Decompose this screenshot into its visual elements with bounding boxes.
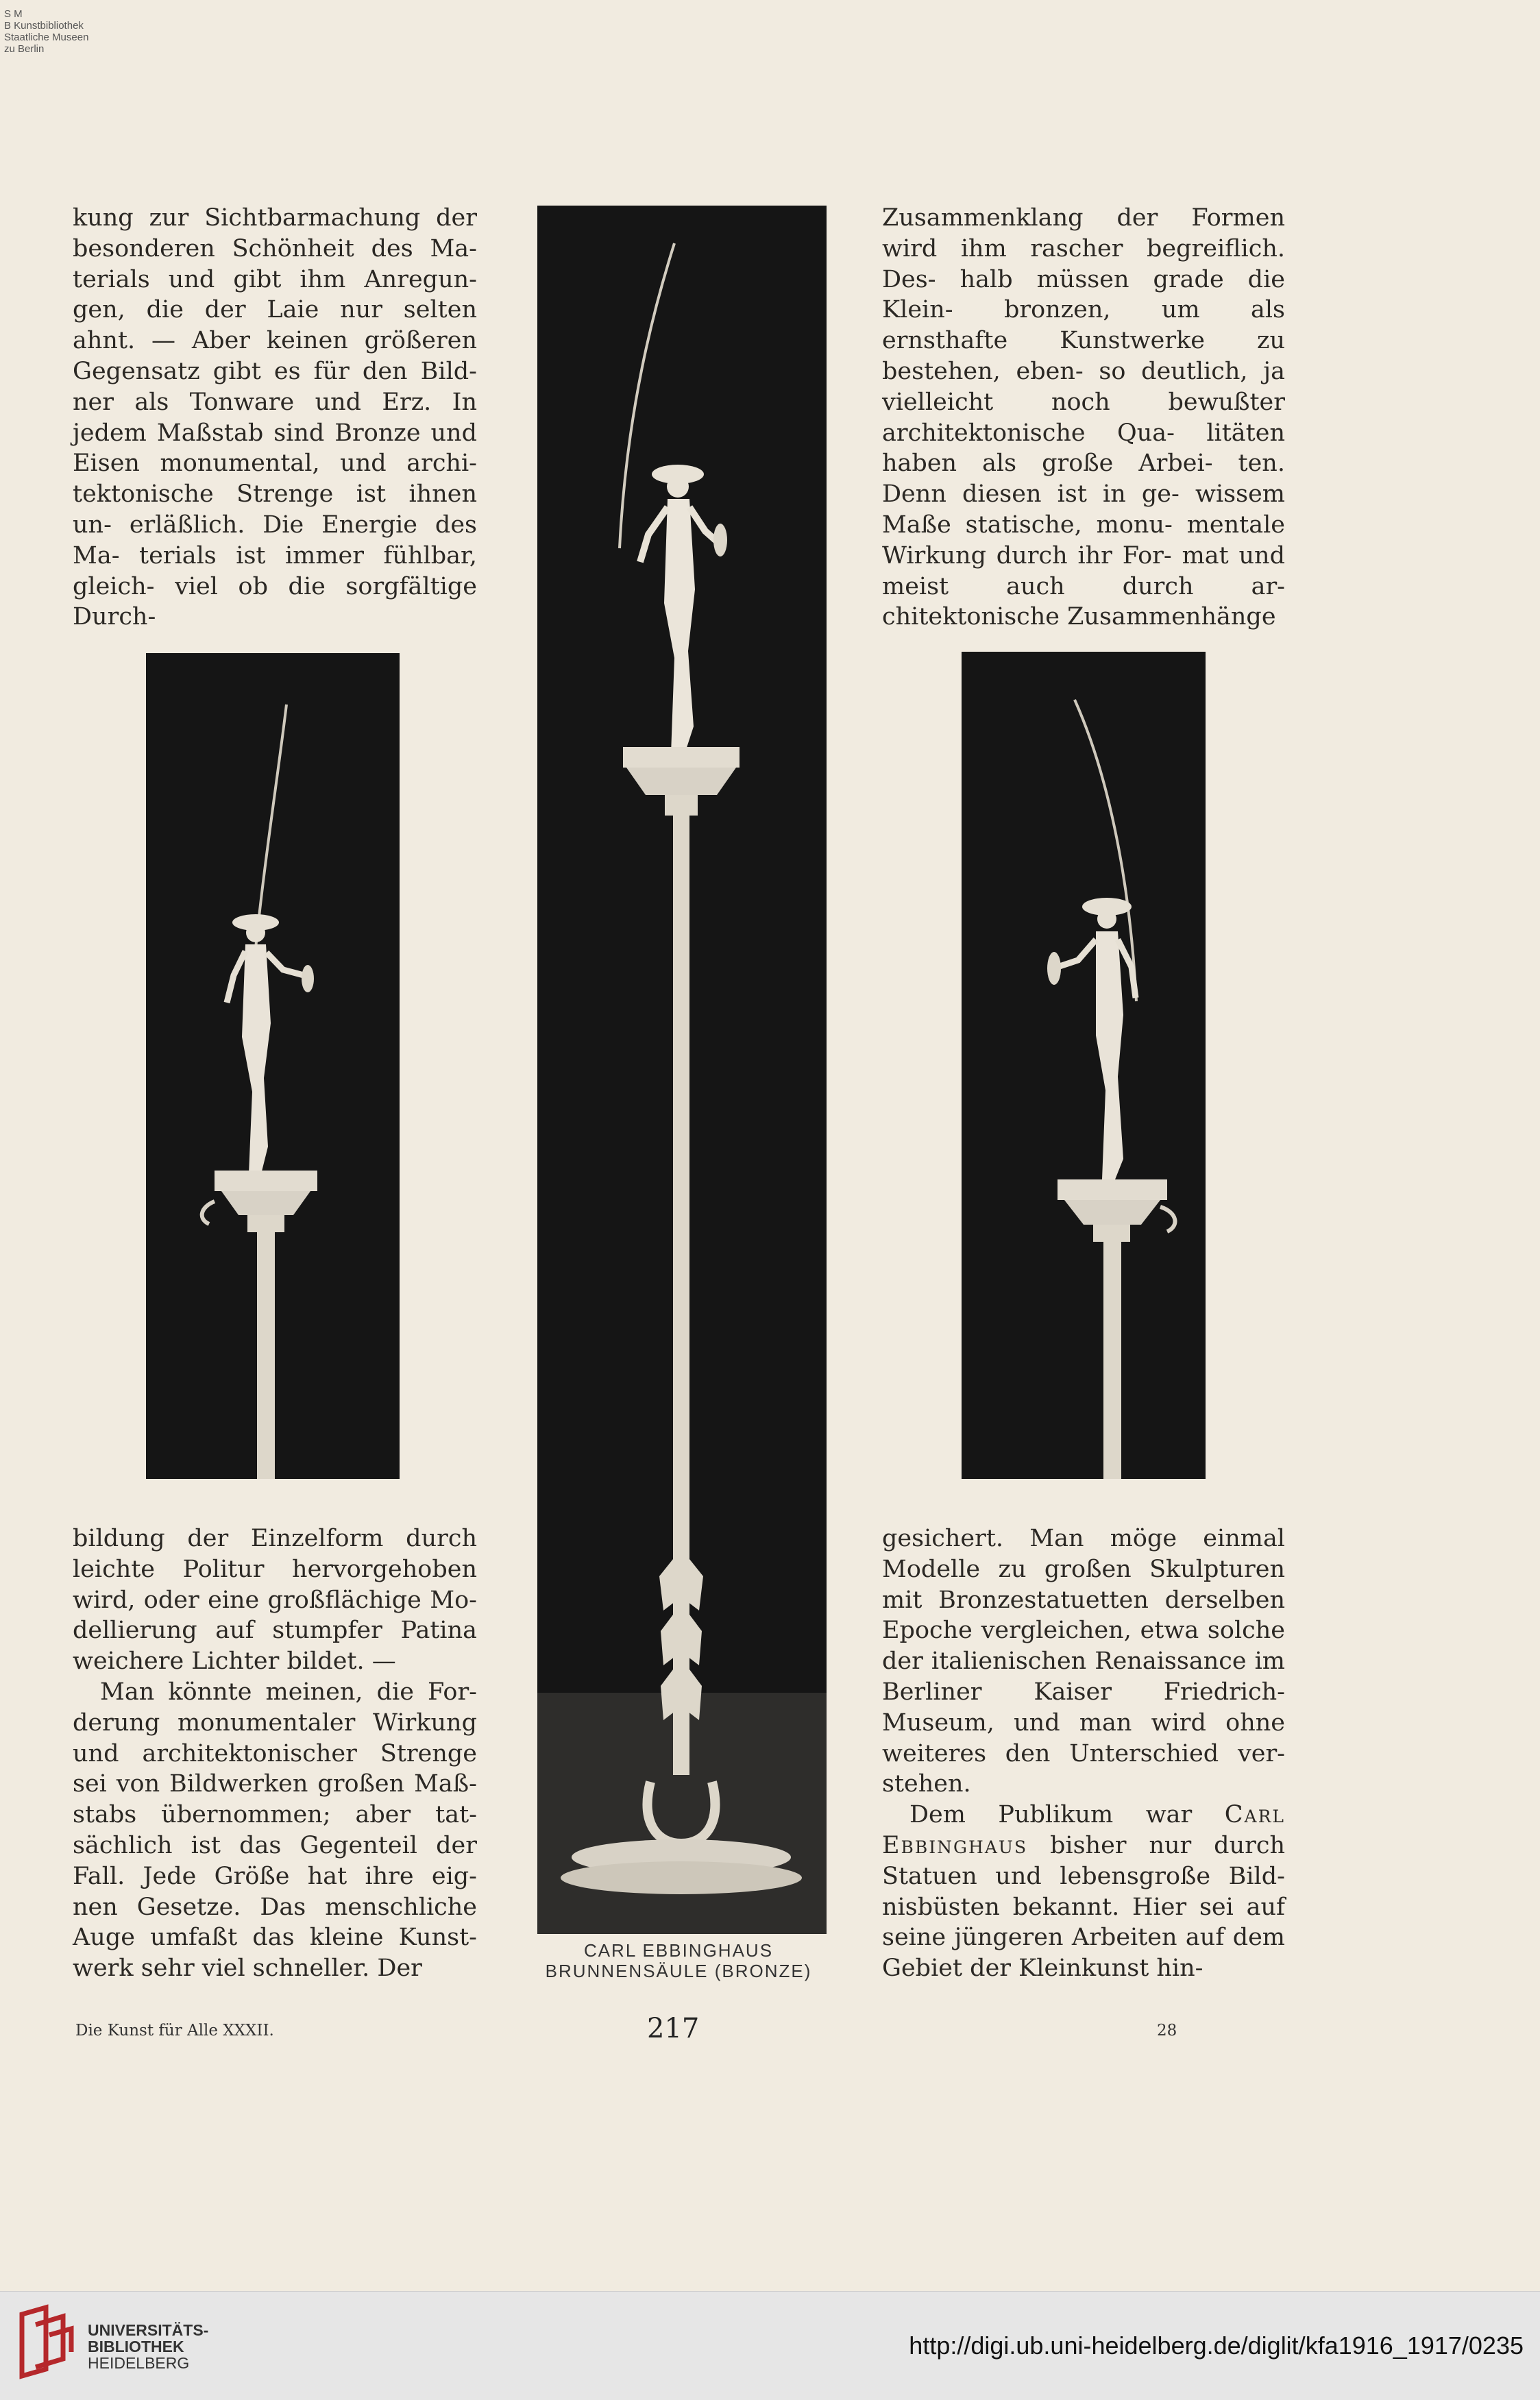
text-line: chitektonische Zusammenhänge — [882, 603, 1276, 631]
library-name — [88, 2322, 208, 2371]
text-line: Man könnte meinen, die For- — [100, 1678, 477, 1706]
text-line: Gegensatz gibt es für den Bild- — [73, 357, 477, 385]
left-column-top — [73, 203, 477, 633]
text-line: Kunstwerke zu bestehen, eben- — [882, 327, 1285, 385]
text-line: ahnt. — Aber keinen größeren — [73, 327, 477, 355]
text-line: werk sehr viel schneller. Der — [73, 1955, 422, 1983]
page-number: 217 — [647, 2013, 700, 2044]
text-line: seine jüngeren Arbeiten auf — [882, 1924, 1225, 1952]
library-name-line: UNIVERSITÄTS- — [88, 2321, 209, 2339]
text-line: weichere Lichter bildet. — — [73, 1648, 396, 1676]
library-name-line: HEIDELBERG — [88, 2354, 190, 2372]
text-line: erläßlich. Die Energie des Ma- — [73, 511, 477, 570]
statue-figure-back-illustration — [962, 652, 1206, 1479]
text-line: Museum, und man wird ohne — [882, 1709, 1285, 1737]
text-line: litäten haben als große Arbei- — [882, 419, 1285, 478]
text-line: kung zur Sichtbarmachung der — [73, 204, 477, 232]
paragraph — [73, 1523, 477, 1677]
text-line: sächlich ist das Gegenteil der — [73, 1831, 477, 1859]
text-line: Statuen und lebensgroße Bild- — [882, 1862, 1285, 1890]
text-line: mit Bronzestatuetten derselben — [882, 1586, 1285, 1614]
caption-title: BRUNNENSÄULE (BRONZE) — [545, 1961, 812, 1981]
caption-artist: CARL EBBINGHAUS — [583, 1940, 774, 1961]
text-line: derung monumentaler Wirkung — [73, 1709, 477, 1737]
text-line: im Berliner Kaiser Friedrich- — [882, 1648, 1285, 1706]
footer-signature: 28 — [1157, 2022, 1177, 2040]
paragraph — [882, 203, 1285, 633]
text-line: terials und gibt ihm Anregun- — [73, 265, 477, 293]
paragraph — [73, 203, 477, 633]
text-line: nen Gesetze. Das menschliche — [73, 1893, 477, 1921]
text-line: gesichert. Man möge einmal — [882, 1525, 1285, 1552]
figure-caption — [521, 1940, 836, 1981]
text-line: ten. Denn diesen ist in ge- — [882, 450, 1285, 509]
text-line: leichte Politur hervorgehoben — [73, 1555, 477, 1583]
text-line: gen, die der Laie nur selten — [73, 296, 477, 324]
text-line: bildung der Einzelform durch — [73, 1525, 477, 1552]
text-line: stabs übernommen; aber tat- — [73, 1801, 477, 1829]
artist-name-first: Carl — [1224, 1801, 1285, 1829]
library-stamp — [4, 8, 88, 55]
text-line: Eisen monumental, und archi- — [73, 450, 477, 478]
text-line: tektonische Strenge ist ihnen un- — [73, 480, 477, 539]
text-line: bronzen, um als ernsthafte — [882, 296, 1285, 355]
text-line: wissem Maße statische, monu- — [882, 480, 1285, 539]
right-column-top — [882, 203, 1285, 633]
text-line: jedem Maßstab sind Bronze und — [73, 419, 477, 447]
left-column-bottom — [73, 1523, 477, 1984]
paragraph — [882, 1800, 1285, 1984]
artist-name-last: Ebbinghaus — [882, 1831, 1028, 1859]
text-line: Fall. Jede Größe hat ihre eig- — [73, 1862, 477, 1890]
text-line: ihm rascher begreiflich. Des- — [882, 234, 1285, 293]
text-line: nisbüsten bekannt. Hier sei auf — [882, 1893, 1285, 1921]
text-fragment: Dem Publikum war — [909, 1801, 1193, 1829]
paragraph — [882, 1523, 1285, 1800]
text-line: viel ob die sorgfältige Durch- — [73, 572, 477, 631]
text-line: Auge umfaßt das kleine Kunst- — [73, 1924, 477, 1952]
text-line: terials ist immer fühlbar, gleich- — [73, 541, 477, 600]
text-line: Zusammenklang der Formen wird — [882, 204, 1285, 262]
text-line: der italienischen Renaissance — [882, 1648, 1247, 1676]
text-line: bewußter architektonische Qua- — [882, 388, 1285, 447]
text-line: mat und meist auch durch ar- — [882, 541, 1285, 600]
text-line: mentale Wirkung durch ihr For- — [882, 511, 1285, 570]
footer-journal: Die Kunst für Alle XXXII. — [75, 2022, 274, 2040]
statue-figure-illustration — [146, 653, 400, 1479]
stamp-line: Staatliche Museen — [4, 32, 89, 43]
text-line: ner als Tonware und Erz. In — [73, 388, 477, 416]
stamp-line: S M — [4, 8, 23, 20]
stamp-line: zu Berlin — [4, 43, 45, 55]
source-url-link[interactable]: http://digi.ub.uni-heidelberg.de/diglit/kfa1916_1917/0235 — [909, 2331, 1524, 2360]
text-line: stehen. — [882, 1770, 971, 1798]
text-line: besonderen Schönheit des Ma- — [73, 234, 477, 262]
fountain-column-illustration — [537, 206, 827, 1934]
paragraph — [73, 1677, 477, 1984]
text-line: Modelle zu großen Skulpturen — [882, 1555, 1285, 1583]
text-line: halb müssen grade die Klein- — [882, 265, 1285, 324]
text-line: und architektonischer Strenge — [73, 1739, 477, 1767]
library-footer-bar — [0, 2291, 1540, 2400]
photo-statue-front — [146, 653, 400, 1479]
text-line: wird, oder eine großflächige Mo- — [73, 1586, 477, 1614]
text-line: dem Gebiet der Kleinkunst hin- — [882, 1924, 1285, 1983]
text-line: Epoche vergleichen, etwa solche — [882, 1617, 1285, 1645]
photo-fountain-column — [537, 206, 827, 1934]
text-line: dellierung auf stumpfer Patina — [73, 1617, 477, 1645]
stamp-line: B Kunstbibliothek — [4, 20, 84, 32]
photo-statue-back — [962, 652, 1206, 1479]
university-library-logo-icon — [15, 2304, 77, 2379]
text-line: so deutlich, ja vielleicht noch — [882, 357, 1285, 416]
right-column-bottom — [882, 1523, 1285, 1984]
text-line: sei von Bildwerken großen Maß- — [73, 1770, 477, 1798]
text-fragment: bisher nur durch — [1027, 1831, 1285, 1859]
library-name-line: BIBLIOTHEK — [88, 2338, 184, 2355]
text-line: weiteres den Unterschied ver- — [882, 1739, 1285, 1767]
